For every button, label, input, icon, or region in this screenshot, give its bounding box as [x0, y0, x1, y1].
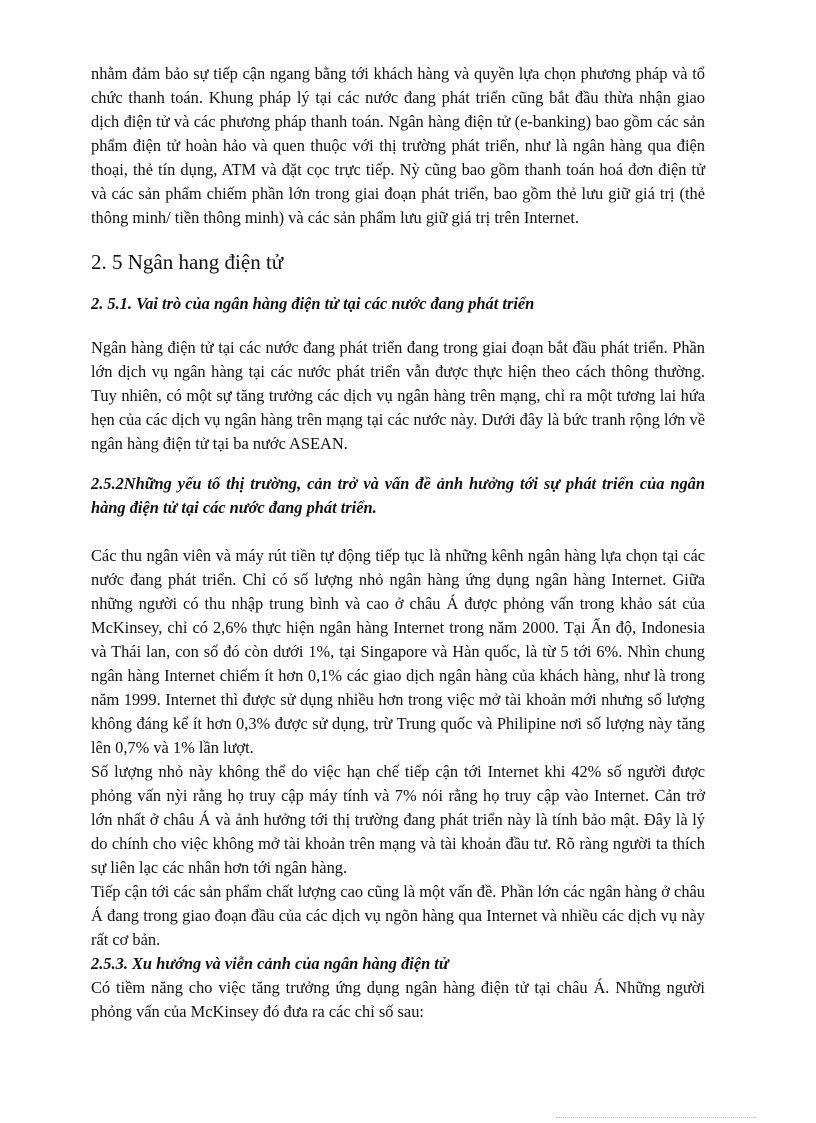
paragraph-2-5-2-a: Các thu ngân viên và máy rút tiền tự động tiếp tục là những kênh ngân hàng lựa chọn tại các nước đang phát triển. Chỉ có số lượng nhỏ ngân hàng ứng dụng ngân hàng Internet. Giữa những người có thu nhập trung bình và cao ở châu Á được phỏng vấn trong khảo sát của McKinsey, chỉ có 2,6% thực hiện ngân hàng Internet trong năm 2000. Tại Ấn độ, Indonesia và Thái lan, con số đó còn dưới 1%, tại Singapore và Hàn quốc, là từ 5 tới 6%. Nhìn chung ngân hàng Internet chiếm ít hơn 0,1% các giao dịch ngân hàng của khách hàng, như là trong năm 1999. Internet thì được sử dụng nhiều hơn trong việc mở tài khoản mới nhưng số lượng không đáng kể ít hơn 0,3% được sử dụng, trừ Trung quốc và Philipine nơi số lượng này tăng lên 0,7% và 1% lần lượt. — [91, 546, 705, 757]
subsection-heading-2-5-2: 2.5.2Những yếu tố thị trường, cản trở và vấn đề ảnh hưởng tới sự phát triển của ngân hàng điện tử tại các nước đang phát triển. — [91, 474, 705, 517]
subsection-heading-2-5-3: 2.5.3. Xu hướng và viễn cảnh của ngân hàng điện tử — [91, 954, 449, 973]
section-heading-2-5: 2. 5 Ngân hang điện tử — [91, 250, 284, 274]
footer-dotted-line — [556, 1117, 756, 1118]
subsection-heading-2-5-1: 2. 5.1. Vai trò của ngân hàng điện tử tại các nước đang phát triển — [91, 294, 535, 313]
paragraph-2-5-2-c: Tiếp cận tới các sản phẩm chất lượng cao cũng là một vấn đề. Phần lớn các ngân hàng ở châu Á đang trong giao đoạn đầu của các dịch vụ ngõn hàng qua Internet và nhiều các dịch vụ này rất cơ bản. — [91, 882, 705, 949]
paragraph-2-5-1: Ngân hàng điện tử tại các nước đang phát triển đang trong giai đoạn bắt đầu phát triển. Phần lớn dịch vụ ngân hàng tại các nước phát triển vẫn được thực hiện theo cách thông thường. Tuy nhiên, có một sự tăng trưởng các dịch vụ ngân hàng trên mạng, chỉ ra một tương lai hứa hẹn của các dịch vụ ngân hàng trên mạng tại các nước này. Dưới đây là bức tranh rộng lớn về ngân hàng điện tử tại ba nước ASEAN. — [91, 338, 705, 453]
intro-paragraph: nhằm đảm bảo sự tiếp cận ngang bằng tới khách hàng và quyền lựa chọn phương pháp và tổ chức thanh toán. Khung pháp lý tại các nước đang phát triển cũng bắt đầu thừa nhận giao dịch điện tử và các phương pháp thanh toán. Ngân hàng điện tử (e-banking) bao gồm các sản phẩm điện tử hoàn hảo và quen thuộc với thị trường phát triển, như là ngân hàng qua điện thoại, thẻ tín dụng, ATM và đặt cọc trực tiếp. Nỳ cũng bao gồm thanh toán hoá đơn điện tử và các sản phẩm chiếm phần lớn trong giai đoạn phát triển, bao gồm thẻ lưu giữ giá trị (thẻ thông minh/ tiền thông minh) và các sản phẩm lưu giữ giá trị trên Internet. — [91, 64, 705, 227]
paragraph-2-5-2-b: Số lượng nhỏ này không thể do việc hạn chế tiếp cận tới Internet khi 42% số người được phỏng vấn nỳi rằng họ truy cập máy tính và 7% nói rằng họ truy cập vào Internet. Cản trở lớn nhất ở châu Á và ảnh hưởng tới thị trường đang phát triển này là tính bảo mật. Đây là lý do chính cho việc không mở tài khoản trên mạng và tài khoản đầu tư. Rõ ràng người ta thích sự liên lạc các nhân hơn tới ngân hàng. — [91, 762, 705, 877]
paragraph-2-5-3: Có tiềm năng cho việc tăng trưởng ứng dụng ngân hàng điện tử tại châu Á. Những người phỏng vấn của McKinsey đó đưa ra các chỉ số sau: — [91, 978, 705, 1021]
document-page — [91, 62, 705, 1024]
